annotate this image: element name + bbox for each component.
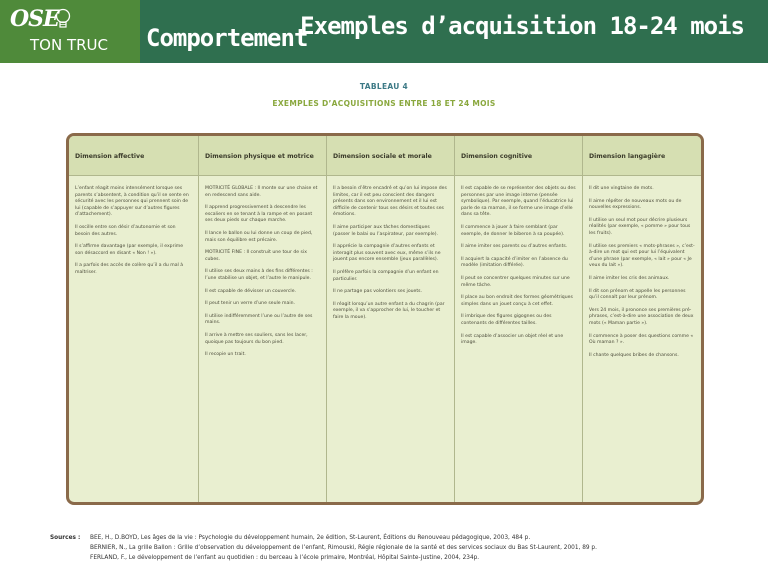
cell-paragraph: Il est capable de se représenter des objets ou des personnes par une image interne (pensée symbolique). Par exemple, quand l’éducatrice lui parle de sa maman, il se forme une image d’elle dans sa tête. bbox=[461, 186, 576, 218]
cell-paragraph: Il est capable d’associer un objet réel et une image. bbox=[461, 333, 564, 346]
cell-paragraph: Il place au bon endroit des formes géométriques simples dans un jouet conçu à cet effet. bbox=[461, 295, 573, 307]
cell-langagiere bbox=[583, 176, 701, 502]
cell-paragraph: Vers 24 mois, il prononce ses premières pré-phrases, c’est-à-dire une association de deux mots (« Maman partie »). bbox=[589, 307, 694, 326]
cell-cognitive bbox=[455, 176, 583, 502]
cell-paragraph: Il aime répéter de nouveaux mots ou de nouvelles expressions. bbox=[589, 198, 682, 211]
cell-paragraph: Il dit une vingtaine de mots. bbox=[589, 186, 654, 191]
cell-paragraph: Il imbrique des figures gigognes ou des contenants de différentes tailles. bbox=[461, 314, 552, 326]
cell-paragraph: Il commence à poser des questions comme « Où maman ? ». bbox=[589, 333, 694, 346]
cell-paragraph: Il est capable de dévisser un couvercle. bbox=[205, 288, 296, 294]
cell-paragraph: MOTRICITÉ GLOBALE : Il monte sur une chaise et en redescend sans aide. bbox=[205, 186, 318, 198]
table-header-row bbox=[69, 136, 701, 176]
cell-paragraph: Il oscille entre son désir d’autonomie et son besoin des autres. bbox=[75, 224, 176, 237]
source-line: BERNIER, N., La grille Ballon : Grille d’observation du développement de l’enfant, Rimouski, Régie régionale de la santé et des services sociaux du Bas St-Laurent, 2001, 89 p. bbox=[90, 545, 597, 551]
cell-paragraph: Il utilise indifféremment l’une ou l’autre de ses mains. bbox=[205, 313, 313, 326]
source-line: BEE, H., D.BOYD, Les âges de la vie : Psychologie du développement humain, 2e édition, St-Laurent, Éditions du Renouveau pédagogique, 2003, 484 p. bbox=[90, 535, 531, 541]
cell-paragraph: Il chante quelques bribes de chansons. bbox=[589, 352, 679, 358]
sources-list bbox=[90, 533, 750, 563]
cell-affective bbox=[69, 176, 199, 502]
column-header-sociale: Dimension sociale et morale bbox=[327, 136, 455, 176]
cell-paragraph: Il a parfois des accès de colère qu’il a du mal à maîtriser. bbox=[75, 263, 184, 275]
sources-label: Sources : bbox=[50, 535, 81, 541]
cell-paragraph: Il apprend progressivement à descendre les escaliers en se tenant à la rampe et en posant ses deux pieds sur chaque marche. bbox=[205, 205, 313, 224]
cell-paragraph: Il ne partage pas volontiers ses jouets. bbox=[333, 289, 423, 295]
column-header-affective: Dimension affective bbox=[69, 136, 199, 176]
table-body-row bbox=[69, 176, 701, 502]
cell-paragraph: L’enfant réagit moins intensément lorsque ses parents s’absentent, à condition qu’il se sente en sécurité avec les personnes qui prennent soin de lui (capable de s’appuyer sur d’autres figures d’attachement). bbox=[75, 186, 189, 218]
lightbulb-icon bbox=[54, 8, 72, 30]
cell-paragraph: Il arrive à mettre ses souliers, sans les lacer, quoique pas toujours du bon pied. bbox=[205, 332, 308, 345]
cell-paragraph: MOTRICITÉ FINE : Il construit une tour de six cubes. bbox=[205, 250, 307, 262]
cell-paragraph: Il peut se concentrer quelques minutes sur une même tâche. bbox=[461, 275, 570, 288]
column-header-cognitive: Dimension cognitive bbox=[455, 136, 583, 176]
cell-paragraph: Il aime imiter ses parents ou d’autres enfants. bbox=[461, 244, 568, 250]
cell-paragraph: Il lance le ballon ou lui donne un coup de pied, mais son équilibre est précaire. bbox=[205, 230, 313, 243]
cell-paragraph: Il aime imiter les cris des animaux. bbox=[589, 275, 670, 281]
source-line: FERLAND, F., Le développement de l’enfant au quotidien : du berceau à l’école primaire, Montréal, Hôpital Sainte-Justine, 2004, 234p. bbox=[90, 555, 480, 561]
cell-paragraph: Il préfère parfois la compagnie d’un enfant en particulier. bbox=[333, 269, 439, 282]
logo-ton-truc-text: TON TRUC bbox=[30, 36, 108, 54]
cell-paragraph: Il utilise ses premiers « mots-phrases », c’est-à-dire un mot qui est pour lui l’équivalent d’une phrase (par exemple, « lait » pour « Je veux du lait »). bbox=[589, 243, 695, 269]
column-header-physique: Dimension physique et motrice bbox=[199, 136, 327, 176]
table-subtitle: EXEMPLES D’ACQUISITIONS ENTRE 18 ET 24 MOIS bbox=[272, 99, 496, 108]
acquisitions-table bbox=[66, 133, 704, 505]
header-banner bbox=[0, 0, 768, 63]
cell-paragraph: Il peut tenir un verre d’une seule main. bbox=[205, 301, 295, 307]
cell-paragraph: Il utilise ses deux mains à des fins différentes : l’une stabilise un objet, et l’autre le manipule. bbox=[205, 269, 313, 281]
cell-paragraph: Il apprécie la compagnie d’autres enfants et interagit plus souvent avec eux, même s’ils ne jouent pas encore ensemble (jeux parallèles). bbox=[333, 244, 441, 263]
cell-paragraph: Il dit son prénom et appelle les personnes qu’il connaît par leur prénom. bbox=[589, 288, 686, 301]
cell-paragraph: Il s’affirme davantage (par exemple, il exprime son désaccord en disant « Non ! »). bbox=[75, 244, 184, 256]
page-title: Exemples d’acquisition 18-24 mois bbox=[300, 12, 744, 40]
cell-paragraph: Il acquiert la capacité d’imiter en l’absence du modèle (imitation différée). bbox=[461, 256, 568, 269]
cell-paragraph: Il a besoin d’être encadré et qu’on lui impose des limites, car il est peu conscient des dangers présents dans son environnement et il lui est difficile de contenir tous ses désirs et toutes ses émotions. bbox=[333, 186, 447, 218]
cell-paragraph: Il utilise un seul mot pour décrire plusieurs réalités (par exemple, « pomme » pour tous les fruits). bbox=[589, 217, 691, 236]
cell-physique bbox=[199, 176, 327, 502]
cell-paragraph: Il réagit lorsqu’un autre enfant a du chagrin (par exemple, il va s’approcher de lui, le toucher et faire la moue). bbox=[333, 301, 445, 320]
cell-sociale bbox=[327, 176, 455, 502]
logo bbox=[0, 0, 140, 63]
section-title: Comportement bbox=[146, 24, 308, 52]
column-header-langagiere: Dimension langagière bbox=[589, 153, 666, 160]
table-label: TABLEAU 4 bbox=[359, 82, 409, 91]
cell-paragraph: Il recopie un trait. bbox=[205, 352, 246, 358]
cell-paragraph: Il aime participer aux tâches domestiques (passer le balai ou l’aspirateur, par exemple). bbox=[333, 224, 438, 237]
logo-ose-text: OSE bbox=[10, 6, 59, 32]
cell-paragraph: Il commence à jouer à faire semblant (par exemple, de donner le biberon à sa poupée). bbox=[461, 224, 565, 237]
